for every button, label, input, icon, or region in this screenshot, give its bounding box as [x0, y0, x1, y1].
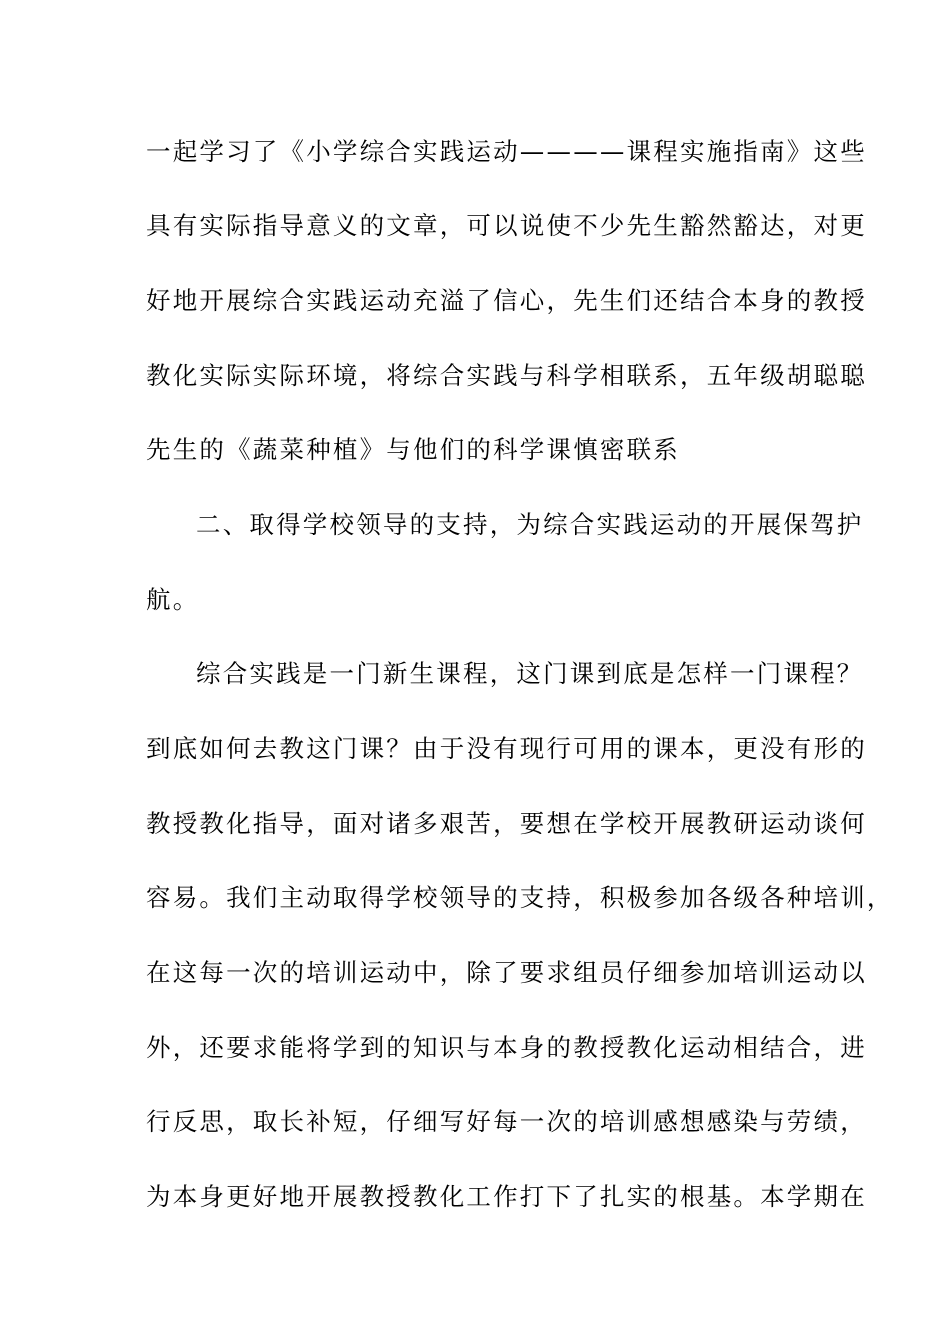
paragraph-line: 综合实践是一门新生课程，这门课到底是怎样一门课程？	[196, 659, 864, 688]
paragraph-line: 好地开展综合实践运动充溢了信心，先生们还结合本身的教授	[146, 286, 867, 315]
paragraph-line: 先生的《蔬菜种植》与他们的科学课慎密联系	[146, 435, 680, 464]
paragraph-line: 行反思，取长补短，仔细写好每一次的培训感想感染与劳绩，	[146, 1107, 867, 1136]
section-heading-line: 二、取得学校领导的支持，为综合实践运动的开展保驾护	[196, 510, 864, 539]
paragraph-line: 在这每一次的培训运动中，除了要求组员仔细参加培训运动以	[146, 958, 867, 987]
paragraph-line: 容易。我们主动取得学校领导的支持，积极参加各级各种培训，	[146, 883, 894, 912]
paragraph-line: 为本身更好地开展教授教化工作打下了扎实的根基。本学期在	[146, 1182, 867, 1211]
paragraph-line: 一起学习了《小学综合实践运动————课程实施指南》这些	[146, 137, 867, 166]
paragraph-line: 外，还要求能将学到的知识与本身的教授教化运动相结合，进	[146, 1033, 867, 1062]
paragraph-line: 教化实际实际环境，将综合实践与科学相联系，五年级胡聪聪	[146, 361, 867, 390]
paragraph-line: 教授教化指导，面对诸多艰苦，要想在学校开展教研运动谈何	[146, 809, 867, 838]
paragraph-line: 到底如何去教这门课？由于没有现行可用的课本，更没有形的	[146, 734, 867, 763]
paragraph-line: 具有实际指导意义的文章，可以说使不少先生豁然豁达，对更	[146, 211, 867, 240]
section-heading-line: 航。	[146, 585, 200, 614]
